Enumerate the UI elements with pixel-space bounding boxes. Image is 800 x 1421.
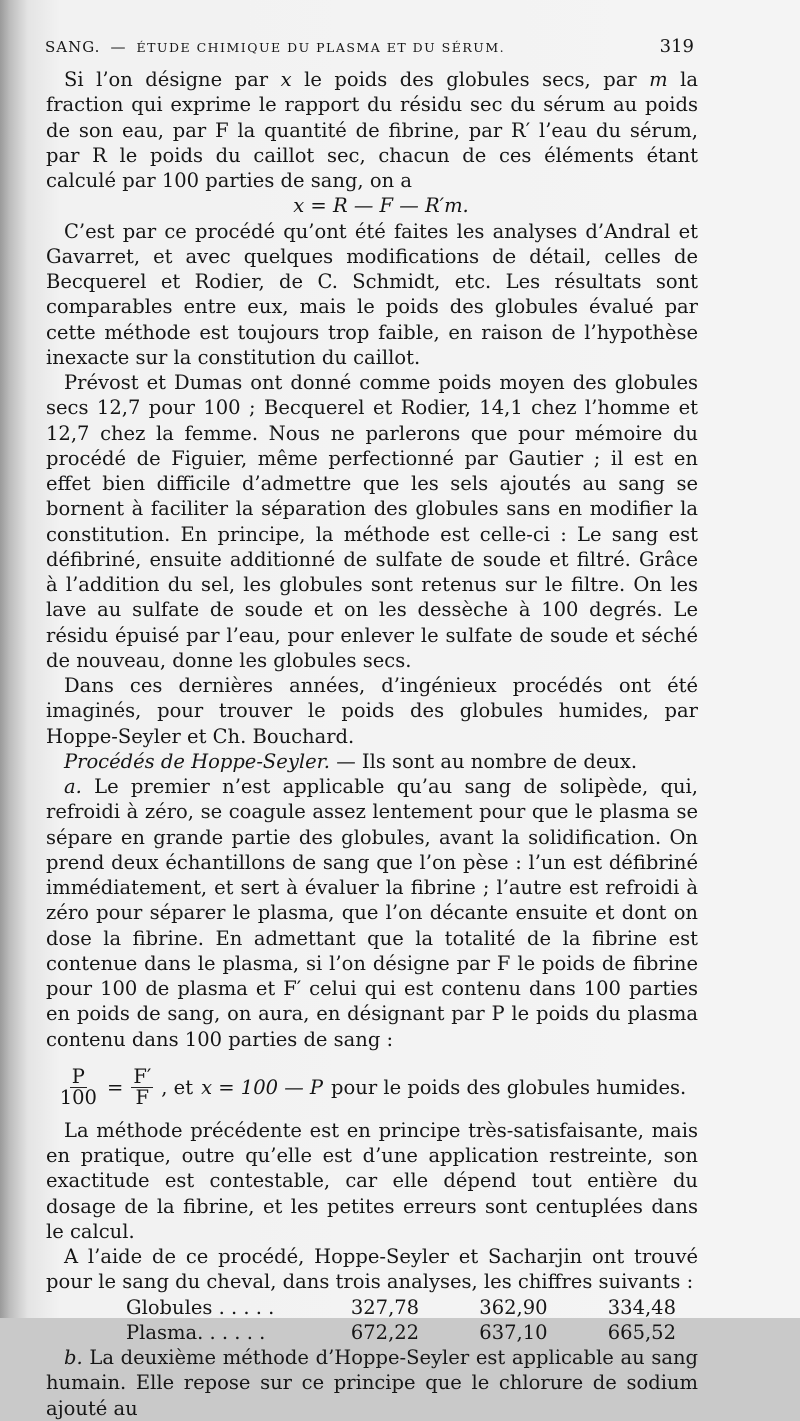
paragraph-3: Prévost et Dumas ont donné comme poids moyen des globules secs 12,7 pour 100 ; Becquerel et Rodier, 14,1 chez l’homme et 12,7 chez la femme. Nous ne parlerons que pour mémoire du procédé de Figuier, même perfectionné par Gautier ; il est en effet bien difficile d’admettre que les sels ajoutés au sang se bornent à faciliter la séparation des globules sans en modifier la constitution. En principe, la méthode est celle-ci : Le sang est défibriné, ensuite additionné de sulfate de soude et filtré. Grâce à l’addition du sel, les globules sont retenus sur le filtre. On les lave au sulfate de soude et on les dessèche à 100 degrés. Le résidu épuisé par l’eau, pour enlever le sulfate de soude et séché de nouveau, donne les globules secs.: [46, 371, 698, 672]
fraction-1-numerator: P: [71, 1065, 85, 1089]
equation-2-rhs: x = 100 — P: [201, 1076, 324, 1100]
table-cell: 334,48: [607, 1295, 676, 1319]
p1-text-b: le poids des globules secs, par: [304, 68, 637, 91]
row-label: Globules . . . . .: [126, 1295, 275, 1319]
header-title: ÉTUDE CHIMIQUE DU PLASMA ET DU SÉRUM.: [136, 40, 506, 55]
p1-text-a: Si l’on désigne par: [64, 68, 269, 91]
page-number: 319: [659, 36, 694, 57]
paragraph-2: C’est par ce procédé qu’ont été faites les analyses d’Andral et Gavarret, et avec quelques modifications de détail, celles de Becquerel et Rodier, de C. Schmidt, etc. Les résultats sont comparables entre eux, mais le poids des globules évalué par cette méthode est toujours trop faible, en raison de l’hypothèse inexacte sur la constitution du caillot.: [46, 219, 698, 369]
paragraph-5: [46, 749, 698, 774]
equation-2: [46, 1058, 698, 1118]
header-dash: —: [110, 38, 127, 56]
table-cell: 672,22: [350, 1320, 420, 1344]
paragraph-6: [46, 774, 698, 1052]
table-cell: 665,52: [607, 1320, 676, 1344]
paragraph-9: [46, 1345, 698, 1421]
fraction-2-denominator: F: [135, 1086, 150, 1110]
table-row: [126, 1295, 698, 1320]
header-section: SANG.: [45, 38, 101, 56]
table-cell: 637,10: [479, 1320, 548, 1344]
results-table: [126, 1295, 698, 1346]
section-heading: Procédés de Hoppe-Seyler.: [64, 749, 331, 773]
table-row: [126, 1320, 698, 1345]
equation-2-tail: pour le poids des globules humides.: [331, 1076, 687, 1100]
paragraph-1: [46, 67, 698, 193]
p1-var-x: x: [280, 68, 292, 91]
paragraph-4: Dans ces dernières années, d’ingénieux procédés ont été imaginés, pour trouver le poids des globules humides, par Hoppe-Seyler et Ch. Bouchard.: [46, 674, 698, 748]
table-cell: 362,90: [479, 1295, 548, 1319]
item-label-b: b.: [64, 1346, 83, 1369]
row-label: Plasma. . . . . .: [126, 1320, 266, 1344]
fraction-2-numerator: F′: [133, 1065, 152, 1089]
equals-sign: =: [106, 1076, 124, 1100]
running-header: [45, 36, 694, 57]
fraction-1: [58, 1067, 99, 1108]
p1-text-c: la fraction qui exprime le rapport du résidu sec du sérum au poids de son eau, par F la quantité de fibrine, par R′ l’eau du sérum, par R le poids du caillot sec, chacun de ces éléments étant calculé par 100 parties de sang, on a: [46, 68, 699, 192]
fraction-2: [131, 1067, 153, 1108]
paragraph-8: A l’aide de ce procédé, Hoppe-Seyler et Sacharjin ont trouvé pour le sang du cheval, dans trois analyses, les chiffres suivants :: [46, 1245, 698, 1294]
table-cell: 327,78: [350, 1295, 420, 1319]
section-heading-rest: — Ils sont au nombre de deux.: [336, 749, 638, 773]
item-label-a: a.: [64, 775, 82, 798]
equation-2-conjunction: , et: [161, 1076, 194, 1100]
paragraph-9-text: La deuxième méthode d’Hoppe-Seyler est applicable au sang humain. Elle repose sur ce principe que le chlorure de sodium ajouté au: [46, 1346, 699, 1420]
page-body: [46, 67, 698, 1421]
paragraph-6-text: Le premier n’est applicable qu’au sang de solipède, qui, refroidi à zéro, se coagule assez lentement pour que le plasma se sépare en grande partie des globules, avant la solidification. On prend deux échantillons de sang que l’on pèse : l’un est défibriné immédiatement, et sert à évaluer la fibrine ; l’autre est refroidi à zéro pour séparer le plasma, que l’on décante ensuite et dont on dose la fibrine. En admettant que la totalité de la fibrine est contenue dans le plasma, si l’on désigne par F le poids de fibrine pour 100 de plasma et F′ celui qui est contenu dans 100 parties en poids de sang, on aura, en désignant par P le poids du plasma contenu dans 100 parties de sang :: [46, 775, 698, 1051]
paragraph-7: La méthode précédente est en principe très-satisfaisante, mais en pratique, outre qu’elle est d’une application restreinte, son exactitude est contestable, car elle dépend tout entière du dosage de la fibrine, et les petites erreurs sont centuplées dans le calcul.: [46, 1118, 698, 1243]
p1-var-m: m: [649, 68, 668, 91]
equation-1: x = R — F — R′m.: [293, 194, 469, 218]
fraction-1-denominator: 100: [59, 1086, 97, 1110]
